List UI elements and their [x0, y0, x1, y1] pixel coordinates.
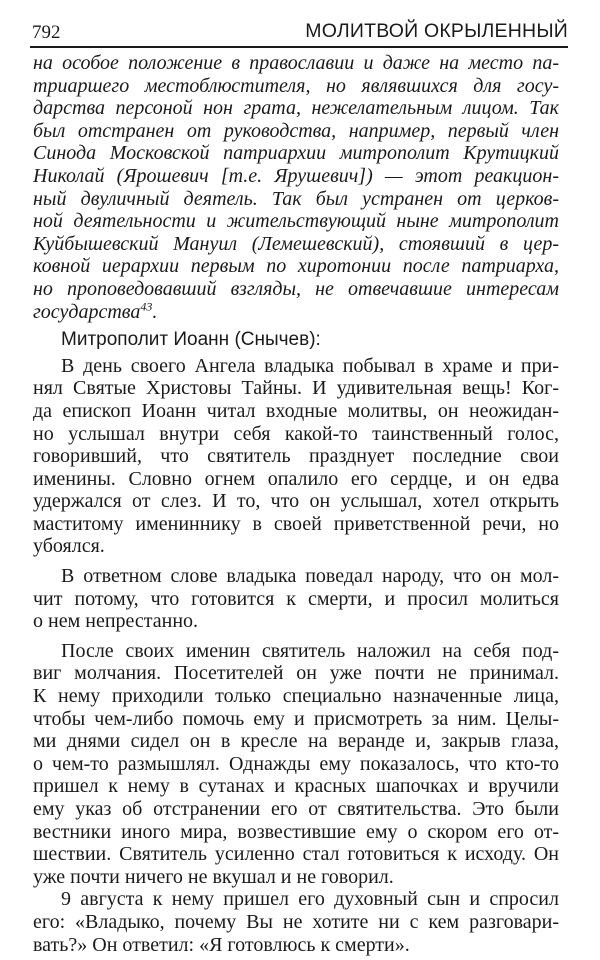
text-line: В день своего Ангела владыка побывал в храме и при- — [61, 354, 559, 377]
page-body — [33, 52, 559, 956]
text-line: 9 августа к нему пришел его духовный сын и спросил — [61, 888, 559, 911]
text-line: В ответном слове владыка поведал народу, что он мол- — [61, 565, 559, 588]
text-line: о чем-то размышлял. Однажды ему показалось, что кто-то — [33, 752, 559, 775]
text-line: ми днями сидел он в кресле на веранде и, закрыв глаза, — [33, 730, 559, 753]
text-line: дарства персоной нон грата, нежелательным лицом. Так — [33, 97, 559, 120]
page-header — [30, 20, 568, 48]
paragraph — [33, 355, 559, 558]
text-line: К нему приходили только специально назначенные лица, — [33, 685, 559, 708]
text-line: уже почти ничего не вкушал и не говорил. — [33, 865, 394, 888]
text-line: чит потому, что готовится к смерти, и просил молиться — [33, 587, 559, 610]
running-title: МОЛИТВОЙ ОКРЫЛЕННЫЙ — [305, 20, 568, 42]
text-line: именины. Словно огнем опалило его сердце, и он едва — [33, 467, 559, 490]
text-line: удержался от слез. И то, что он услышал, хотел открыть — [33, 490, 559, 513]
page-number: 792 — [32, 22, 61, 43]
paragraph — [33, 565, 559, 633]
text-line: о нем непрестанно. — [33, 610, 199, 633]
text-line: чтобы чем-либо помочь ему и присмотреть за ним. Целы- — [33, 707, 559, 730]
text-line: Синода Московской патриархии митрополит Крутицкий — [33, 142, 559, 165]
text-line: ной деятельности и жительствующий ныне митрополит — [33, 210, 559, 233]
quote-attribution: Митрополит Иоанн (Снычев): — [61, 329, 321, 351]
text-line: нял Святые Христовы Тайны. И удивительная вещь! Ког- — [33, 377, 559, 400]
footnote-reference: 43 — [140, 298, 153, 313]
text-line: вестники иного мира, возвестившие ему о скором его от- — [33, 820, 559, 843]
text-line: виг молчания. Посетителей он уже почти не принимал. — [33, 662, 559, 685]
text-line: ковной иерархии первым по хиротонии после патриарха, — [33, 255, 559, 278]
text-line: на особое положение в православии и даже на место па- — [33, 52, 559, 74]
text-line: ный двуличный деятель. Так был устранен от церков- — [33, 187, 559, 210]
text-line: вать?» Он ответил: «Я готовлюсь к смерти». — [33, 933, 410, 956]
text-line: говоривший, что святитель празднует последние свои — [33, 445, 559, 468]
text-line: триаршего местоблюстителя, но являвшихся для госу- — [33, 74, 559, 97]
quoted-italic-passage — [33, 52, 559, 323]
text-line: но услышал внутри себя какой-то таинственный голос, — [33, 422, 559, 445]
text-line: но проповедовавший взгляды, не отвечавшие интересам — [33, 277, 559, 300]
text-line: его: «Владыко, почему Вы не хотите ни с кем разговари- — [33, 910, 559, 933]
last-line-text: государства — [33, 300, 141, 323]
text-line: ему указ об отстранении его от святительства. Это были — [33, 798, 559, 820]
text-line: пришел к нему в сутанах и красных шапочках и вручили — [33, 775, 559, 798]
text-line: убоялся. — [33, 535, 105, 558]
text-line: государства$^{43}$. — [33, 298, 158, 323]
text-line: шествии. Святитель усиленно стал готовиться к исходу. Он — [33, 843, 559, 866]
text-line: да епископ Иоанн читал входные молитвы, он неожидан- — [33, 399, 559, 422]
paragraph — [33, 640, 559, 889]
paragraph — [33, 888, 559, 956]
text-line: Куйбышевский Мануил (Лемешевский), стоявший в цер- — [33, 232, 559, 255]
text-line: После своих именин святитель наложил на себя под- — [61, 639, 559, 662]
text-line: Николай (Ярошевич [т.е. Ярушевич]) — этот реакцион- — [33, 164, 559, 187]
text-line: был отстранен от руководства, например, первый член — [33, 119, 559, 142]
text-line: маститому имениннику в своей приветственной речи, но — [33, 512, 559, 535]
